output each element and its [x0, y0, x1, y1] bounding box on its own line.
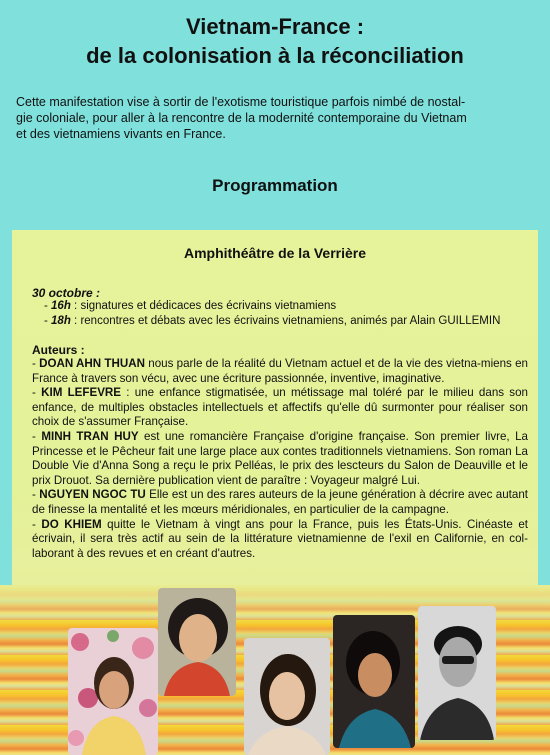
author-bio: - KIM LEFEVRE : une enfance stigmatisée, un métissage mal toléré par le milieu dans son enfance, de multiples obstacles intellectuels et affectifs qu'elle dû surmonter pour réaliser son choix de s'assumer Française.	[32, 386, 528, 429]
author-photo-kim-lefevre	[158, 588, 236, 696]
author-name: KIM LEFEVRE	[41, 386, 122, 400]
authors-list	[32, 357, 528, 561]
author-photo-do-khiem	[418, 606, 496, 740]
schedule-text: : signatures et dédicaces des écrivains vietnamiens	[70, 300, 337, 312]
author-photo-doan-ahn-thuan	[68, 628, 158, 755]
author-text: Elle est un des rares auteurs de la jeune génération à décrire avec autant de finesse la mentalité et les mœurs méridionales, en particulier de la campagne.	[32, 488, 528, 516]
intro-line-2: gie coloniale, pour aller à la rencontre de la modernité contemporaine du Vietnam	[16, 111, 467, 125]
event-date: 30 octobre :	[32, 286, 101, 300]
author-text: est une romancière Française d'origine française. Son premier livre, La Princesse et le Pêcheur fait une large place aux contes traditionnels vietnamiens. Son roman La Double Vie d'Anna Song a reçu le prix Pelléas, le prix des lescteurs du Salon de Deauville et le prix Drouot. Sa dernière publication vient de paraître : Voyageur malgré Lui.	[32, 429, 529, 487]
schedule-text: : rencontres et débats avec les écrivains vietnamiens, animés par Alain GUILLEMIN	[70, 315, 501, 327]
authors-heading: Auteurs :	[32, 343, 85, 357]
title-line-2: de la colonisation à la réconciliation	[86, 43, 464, 68]
author-photo-minh-tran-huy	[244, 638, 330, 755]
author-photo-nguyen-ngoc-tu	[333, 615, 415, 748]
schedule-item: - 18h : rencontres et débats avec les écrivains vietnamiens, animés par Alain GUILLEMIN	[44, 315, 501, 327]
schedule-time: 18h	[51, 315, 71, 327]
author-text: : une enfance stigmatisée, un métissage mal toléré par le milieu dans son enfance, de multiples obstacles intellectuels et affectifs qu'elle dû surmonter pour réaliser son choix de s'assumer Française.	[32, 386, 528, 429]
schedule-item: - 16h : signatures et dédicaces des écrivains vietnamiens	[44, 300, 337, 312]
author-name: DO KHIEM	[41, 517, 102, 531]
author-name: NGUYEN NGOC TU	[39, 488, 146, 502]
author-name: DOAN AHN THUAN	[39, 357, 145, 370]
intro-paragraph	[16, 94, 536, 142]
schedule-time: 16h	[51, 300, 71, 312]
author-bio: - MINH TRAN HUY est une romancière Française d'origine française. Son premier livre, La Princesse et le Pêcheur fait une large place aux contes traditionnels vietnamiens. Son roman La Double Vie d'Anna Song a reçu le prix Pelléas, le prix des lescteurs du Salon de Deauville et le prix Drouot. Sa dernière publication vient de paraître : Voyageur malgré Lui.	[32, 429, 529, 487]
section-heading: Programmation	[212, 176, 338, 195]
author-text: nous parle de la réalité du Vietnam actuel et de la vie des vietna-miens en France à travers son vécu, avec une écriture passionnée, inventive, imaginative.	[32, 357, 528, 385]
author-bio: - NGUYEN NGOC TU Elle est un des rares auteurs de la jeune génération à décrire avec autant de finesse la mentalité et les mœurs méridionales, en particulier de la campagne.	[32, 488, 528, 516]
page-title	[0, 12, 550, 70]
author-name: MINH TRAN HUY	[41, 429, 139, 443]
author-bio: - DO KHIEM quitte le Vietnam à vingt ans pour la France, puis les États-Unis. Cinéaste et écrivain, il sera très actif au sein de la littérature vietnamienne de l'exil en Californie, en col-laborant à des revues et en créant d'autres.	[32, 517, 528, 560]
author-text: quitte le Vietnam à vingt ans pour la France, puis les États-Unis. Cinéaste et écrivain, il sera très actif au sein de la littérature vietnamienne de l'exil en Californie, en col-laborant à des revues et en créant d'autres.	[32, 517, 528, 560]
program-panel	[12, 230, 538, 585]
intro-line-3: et des vietnamiens vivants en France.	[16, 127, 226, 141]
author-bio: - DOAN AHN THUAN nous parle de la réalité du Vietnam actuel et de la vie des vietna-miens en France à travers son vécu, avec une écriture passionnée, inventive, imaginative.	[32, 357, 528, 385]
venue-title: Amphithéâtre de la Verrière	[183, 245, 367, 261]
title-line-1: Vietnam-France :	[185, 14, 365, 39]
intro-line-1: Cette manifestation vise à sortir de l'exotisme touristique parfois nimbé de nostal-	[16, 95, 466, 109]
